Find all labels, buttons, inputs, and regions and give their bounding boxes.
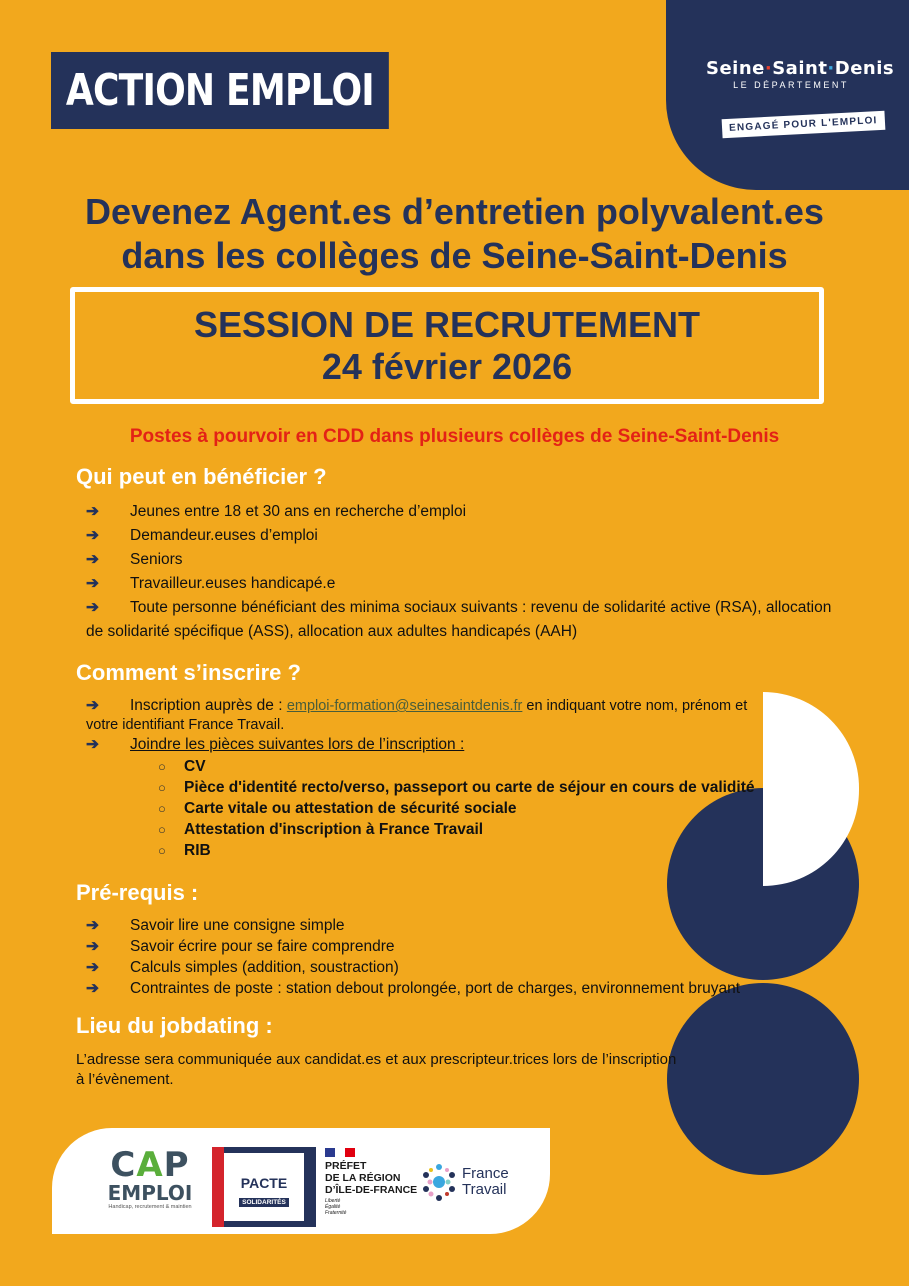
list-item: ➔ Calculs simples (addition, soustraction) bbox=[86, 959, 399, 976]
inscription-block bbox=[86, 696, 806, 861]
brand-name: Seine·Saint·Denis bbox=[706, 58, 895, 79]
arrow-icon: ➔ bbox=[86, 917, 99, 934]
list-item: ➔ Contraintes de poste : station debout prolongée, port de charges, environnement bruyant bbox=[86, 980, 741, 997]
list-item: ➔ Seniors bbox=[86, 548, 831, 572]
arrow-icon: ➔ bbox=[86, 736, 99, 753]
arrow-icon: ➔ bbox=[86, 527, 99, 544]
page-title bbox=[0, 190, 909, 278]
circle-bullet-icon: ○ bbox=[158, 822, 166, 837]
section-title-lieu: Lieu du jobdating : bbox=[76, 1013, 273, 1038]
arrow-icon: ➔ bbox=[86, 575, 99, 592]
arrow-icon: ➔ bbox=[86, 938, 99, 955]
title-line-2: dans les collèges de Seine-Saint-Denis bbox=[121, 235, 788, 276]
circle-bullet-icon: ○ bbox=[158, 801, 166, 816]
inscription-line-2: votre identifiant France Travail. bbox=[86, 717, 285, 733]
arrow-icon: ➔ bbox=[86, 697, 99, 714]
arrow-icon: ➔ bbox=[86, 980, 99, 997]
prefet-region-logo: PRÉFET DE LA RÉGION D’ÎLE-DE-FRANCE Liberté Égalité Fraternité bbox=[325, 1148, 420, 1216]
list-item: ○ Attestation d'inscription à France Travail bbox=[158, 821, 484, 838]
list-item: ➔ Savoir lire une consigne simple bbox=[86, 917, 345, 934]
circle-bullet-icon: ○ bbox=[158, 780, 166, 795]
postes-subtitle: Postes à pourvoir en CDD dans plusieurs collèges de Seine-Saint-Denis bbox=[129, 426, 780, 447]
seine-saint-denis-logo bbox=[706, 58, 895, 90]
section-title-prerequis: Pré-requis : bbox=[76, 880, 199, 905]
brand-subtitle: LE DÉPARTEMENT bbox=[733, 80, 849, 90]
arrow-icon: ➔ bbox=[86, 551, 99, 568]
marianne-flag-icon bbox=[325, 1148, 420, 1157]
france-travail-logo: France Travail bbox=[420, 1160, 540, 1204]
section-title-beneficiaires: Qui peut en bénéficier ? bbox=[76, 464, 327, 489]
title-line-1: Devenez Agent.es d’entretien polyvalent.es bbox=[85, 191, 824, 232]
decorative-circle bbox=[667, 983, 859, 1175]
inscription-line: ➔ Inscription auprès de : emploi-formation@seinesaintdenis.fr en indiquant votre nom, prénom et bbox=[86, 697, 748, 714]
list-item: ○ CV bbox=[158, 758, 206, 775]
session-label: SESSION DE RECRUTEMENT bbox=[193, 304, 701, 345]
brand-tagline: ENGAGÉ POUR L'EMPLOI bbox=[722, 111, 885, 138]
list-item: ○ Carte vitale ou attestation de sécurité sociale bbox=[158, 800, 517, 817]
banner-text: ACTION EMPLOI bbox=[65, 65, 374, 116]
list-item: ➔ Toute personne bénéficiant des minima sociaux suivants : revenu de solidarité active (RSA), allocation bbox=[86, 596, 831, 620]
list-item: ➔ Demandeur.euses d’emploi bbox=[86, 524, 831, 548]
prerequis-list bbox=[86, 915, 740, 999]
list-item: ➔ Savoir écrire pour se faire comprendre bbox=[86, 938, 395, 955]
list-item: ➔ Travailleur.euses handicapé.e bbox=[86, 572, 831, 596]
arrow-icon: ➔ bbox=[86, 503, 99, 520]
circle-bullet-icon: ○ bbox=[158, 843, 166, 858]
pieces-label-row: ➔ Joindre les pièces suivantes lors de l’inscription : bbox=[86, 734, 806, 756]
list-item-continuation: de solidarité spécifique (ASS), allocation aux adultes handicapés (AAH) bbox=[86, 623, 578, 640]
arrow-icon: ➔ bbox=[86, 599, 99, 616]
section-title-inscription: Comment s’inscrire ? bbox=[76, 660, 301, 685]
list-item: ○ RIB bbox=[158, 842, 211, 859]
pieces-list bbox=[86, 756, 806, 861]
lieu-text: L’adresse sera communiquée aux candidat.es et aux prescripteur.trices lors de l’inscription à l’évènement. bbox=[76, 1051, 677, 1088]
cap-emploi-logo: CAP EMPLOI Handicap, recrutement & maintien bbox=[107, 1145, 193, 1210]
action-emploi-banner bbox=[51, 52, 389, 129]
arrow-icon: ➔ bbox=[86, 959, 99, 976]
pacte-solidarites-logo: PACTE SOLIDARITÉS bbox=[212, 1147, 316, 1227]
list-item: ○ Pièce d'identité recto/verso, passeport ou carte de séjour en cours de validité bbox=[158, 779, 755, 796]
france-travail-dots-icon bbox=[420, 1160, 458, 1204]
session-date: 24 février 2026 bbox=[321, 346, 573, 387]
brand-corner-shape bbox=[666, 0, 909, 190]
list-item: ➔ Jeunes entre 18 et 30 ans en recherche d’emploi bbox=[86, 500, 831, 524]
session-box bbox=[70, 287, 824, 404]
beneficiaires-list bbox=[86, 500, 831, 644]
circle-bullet-icon: ○ bbox=[158, 759, 166, 774]
email-link[interactable]: emploi-formation@seinesaintdenis.fr bbox=[286, 698, 523, 714]
